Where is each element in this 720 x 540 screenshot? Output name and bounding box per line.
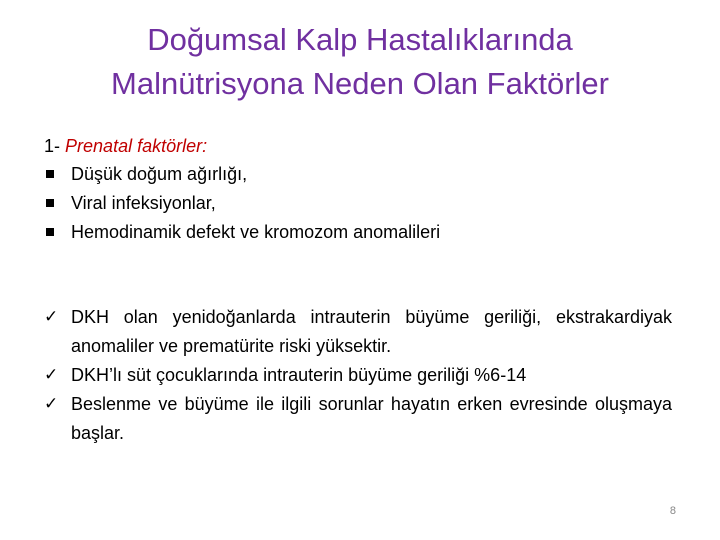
square-bullet-icon (46, 170, 54, 178)
section-label: Prenatal faktörler: (65, 136, 208, 156)
factor-text: Hemodinamik defekt ve kromozom anomalileri (71, 222, 441, 242)
list-item (44, 160, 684, 189)
list-item (44, 218, 684, 247)
note-text: DKH’lı süt çocuklarında intrauterin büyüme geriliği %6-14 (71, 365, 527, 385)
slide-title (0, 18, 720, 106)
slide-title-line-1: Doğumsal Kalp Hastalıklarında (147, 22, 573, 57)
note-text: DKH olan yenidoğanlarda intrauterin büyüme geriliği, ekstrakardiyak anomaliler ve prematürite riski yüksektir. (71, 307, 672, 356)
factor-text: Viral infeksiyonlar, (71, 193, 216, 213)
list-item (44, 303, 672, 361)
check-mark-icon: ✓ (44, 307, 59, 327)
check-mark-icon: ✓ (44, 365, 59, 385)
check-mark-icon: ✓ (44, 394, 59, 414)
slide-title-line-2: Malnütrisyona Neden Olan Faktörler (111, 66, 609, 101)
square-bullet-icon (46, 228, 54, 236)
list-item (44, 189, 684, 218)
factor-text: Düşük doğum ağırlığı, (71, 164, 248, 184)
section-number: 1- (44, 136, 61, 156)
list-item (44, 390, 672, 448)
square-bullet-icon (46, 199, 54, 207)
factor-list (44, 160, 684, 247)
notes-list (44, 303, 672, 448)
page-number: 8 (669, 505, 676, 517)
note-text: Beslenme ve büyüme ile ilgili sorunlar hayatın erken evresinde oluşmaya başlar. (71, 394, 672, 443)
section-heading (44, 133, 684, 160)
notes-section (44, 303, 672, 448)
list-item (44, 361, 672, 390)
prenatal-factors-section (44, 133, 684, 247)
